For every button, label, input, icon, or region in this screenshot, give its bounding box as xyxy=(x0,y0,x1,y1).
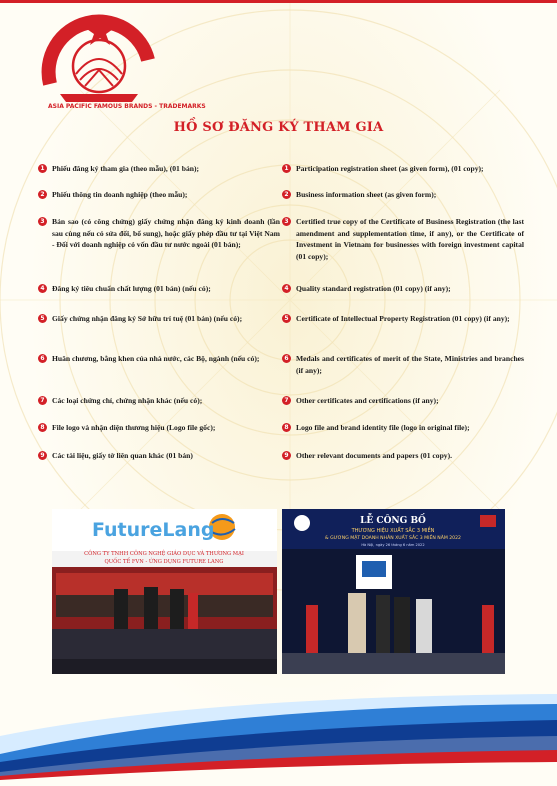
list-item xyxy=(38,313,280,325)
list-item-text: Logo file and brand identity file (logo in original file); xyxy=(296,423,470,432)
ceremony-line2: & GƯƠNG MẶT DOANH NHÂN XUẤT SẮC 3 MIỀN NĂM 2022 xyxy=(325,536,461,541)
list-item xyxy=(282,189,524,201)
list-item-text: Phiếu thông tin doanh nghiệp (theo mẫu); xyxy=(52,190,188,199)
list-item-text: File logo và nhận diện thương hiệu (Logo file gốc); xyxy=(52,423,216,432)
bullet-number-icon: 4 xyxy=(282,284,291,293)
list-item xyxy=(282,422,524,434)
bullet-number-icon: 8 xyxy=(38,423,47,432)
list-item-text: Phiếu đăng ký tham gia (theo mẫu), (01 bản); xyxy=(52,164,200,173)
bullet-number-icon: 5 xyxy=(38,314,47,323)
list-item-text: Certificate of Intellectual Property Registration (01 copy) (if any); xyxy=(296,314,510,323)
list-item xyxy=(282,216,524,262)
bullet-number-icon: 7 xyxy=(38,396,47,405)
bullet-number-icon: 9 xyxy=(38,451,47,460)
list-item-text: Giấy chứng nhận đăng ký Sở hữu trí tuệ (01 bản) (nếu có); xyxy=(52,314,243,323)
list-item xyxy=(282,353,524,376)
event-logo-icon xyxy=(294,515,310,531)
list-item xyxy=(282,395,524,407)
list-item-text: Business information sheet (as given form); xyxy=(296,190,437,199)
list-item-text: Huân chương, bằng khen của nhà nước, các Bộ, ngành (nếu có); xyxy=(52,354,260,363)
list-item xyxy=(38,283,280,295)
ceremony-heading: LỄ CÔNG BỐ xyxy=(360,516,426,526)
brand-logo xyxy=(40,14,206,110)
bottom-wave-decoration xyxy=(0,676,557,786)
list-item-text: Participation registration sheet (as given form), (01 copy); xyxy=(296,164,484,173)
list-item xyxy=(38,216,280,251)
bullet-number-icon: 3 xyxy=(282,217,291,226)
bullet-number-icon: 1 xyxy=(38,164,47,173)
list-item xyxy=(282,283,524,295)
list-item-text: Other certificates and certifications (if any); xyxy=(296,396,439,405)
list-item-text: Các tài liệu, giấy tờ liên quan khác (01 bản) xyxy=(52,451,193,460)
bullet-number-icon: 2 xyxy=(38,190,47,199)
futurelang-brand: FutureLang xyxy=(92,519,215,541)
list-item xyxy=(38,353,280,365)
list-item xyxy=(38,395,280,407)
list-item-text: Other relevant documents and papers (01 copy). xyxy=(296,451,453,460)
award-attendees-row xyxy=(56,573,273,617)
logo-ring-text: ASIA PACIFIC FAMOUS BRANDS - TRADEMARKS xyxy=(48,103,206,110)
bullet-number-icon: 9 xyxy=(282,451,291,460)
list-item xyxy=(38,189,280,201)
list-item xyxy=(282,163,524,175)
list-item xyxy=(282,450,524,462)
futurelang-company-line2: QUỐC TẾ FVN - ỨNG DỤNG FUTURE LANG xyxy=(104,559,224,565)
futurelang-company-line1: CÔNG TY TNHH CÔNG NGHỆ GIÁO DỤC VÀ THƯƠNG MẠI xyxy=(84,551,244,557)
list-item xyxy=(38,163,280,175)
bullet-number-icon: 1 xyxy=(282,164,291,173)
list-item-text: Đăng ký tiêu chuẩn chất lượng (01 bản) (nếu có); xyxy=(52,284,211,293)
bullet-number-icon: 6 xyxy=(282,354,291,363)
logo-emblem-icon xyxy=(49,16,148,102)
list-item-text: Medals and certificates of merit of the State, Ministries and branches (if any); xyxy=(296,354,524,375)
bullet-number-icon: 8 xyxy=(282,423,291,432)
bullet-number-icon: 4 xyxy=(38,284,47,293)
ceremony-line1: THƯƠNG HIỆU XUẤT SẮC 3 MIỀN xyxy=(351,528,435,534)
list-item xyxy=(282,313,524,325)
bullet-number-icon: 3 xyxy=(38,217,47,226)
bullet-number-icon: 2 xyxy=(282,190,291,199)
list-item xyxy=(38,422,280,434)
sponsor-logo-icon xyxy=(480,515,496,527)
bullet-number-icon: 5 xyxy=(282,314,291,323)
bullet-number-icon: 7 xyxy=(282,396,291,405)
top-accent-bar xyxy=(0,0,557,3)
photo-award-ceremony xyxy=(282,509,505,674)
list-item-text: Quality standard registration (01 copy) (if any); xyxy=(296,284,451,293)
ceremony-date: Hà Nội, ngày 26 tháng 6 năm 2022 xyxy=(361,543,425,547)
list-item-text: Các loại chứng chỉ, chứng nhận khác (nếu có); xyxy=(52,396,203,405)
list-item xyxy=(38,450,280,462)
page-title: HỒ SƠ ĐĂNG KÝ THAM GIA xyxy=(173,120,384,135)
list-item-text: Bản sao (có công chứng) giấy chứng nhận đăng ký kinh doanh (lần sau cùng nếu có sửa đổi, bổ sung), hoặc giấy phép đầu tư tại Việt Nam - Đối với doanh nghiệp có vốn đầu tư nước ngoài (01 bản); xyxy=(52,217,280,250)
photo-futurelang-award xyxy=(52,509,277,674)
list-item-text: Certified true copy of the Certificate of Business Registration (the last amendment and supplementation time, if any), or the Certificate of Investment in Vietnam for businesses with foreign investment capital (01 copy); xyxy=(296,217,524,261)
bullet-number-icon: 6 xyxy=(38,354,47,363)
